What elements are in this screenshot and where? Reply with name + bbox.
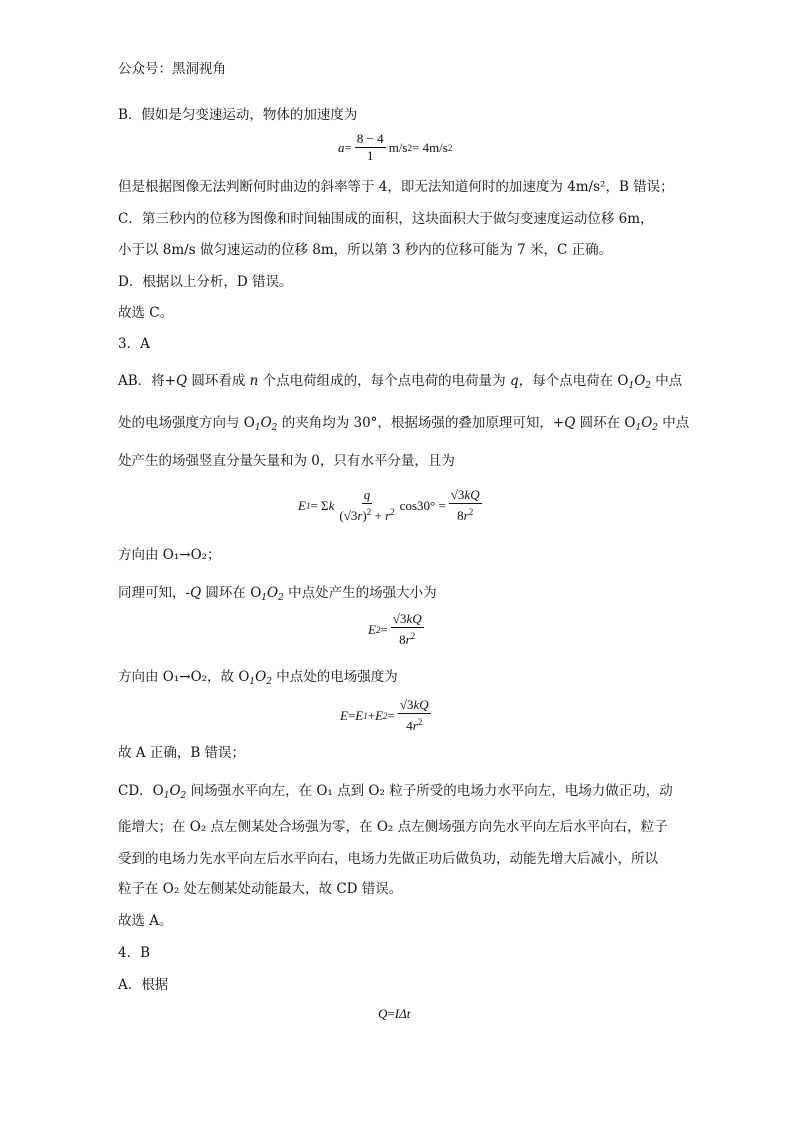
eq-text: m/s xyxy=(388,139,408,155)
text-sub: 2 xyxy=(278,593,284,603)
text-sub: 2 xyxy=(645,381,652,391)
equation-e-total xyxy=(340,698,434,733)
text-run: 中点 xyxy=(651,373,683,389)
text-run: O xyxy=(641,415,653,431)
equation-e1 xyxy=(298,488,485,523)
den-part: r xyxy=(412,718,418,733)
eq-sup: 2 xyxy=(407,142,412,153)
num-part: kQ xyxy=(413,697,429,712)
text-sub: 1 xyxy=(628,381,635,391)
eq-sub: 1 xyxy=(305,500,311,511)
denominator xyxy=(455,504,475,523)
text-line: 受到的电场力先水平向左后水平向右，电场力先做正功后做负功，动能先增大后减小，所以 xyxy=(118,851,658,867)
den-sup: 2 xyxy=(366,507,372,517)
eq-sub: 2 xyxy=(383,710,388,721)
eq-text: = 4m/s xyxy=(411,139,448,155)
text-sub: 1 xyxy=(635,423,642,433)
text-sub: 2 xyxy=(266,677,272,687)
eq-var: E xyxy=(355,707,364,723)
text-run: AB．将+ xyxy=(118,373,176,389)
numerator: q xyxy=(363,487,371,502)
den-part: 8 xyxy=(399,632,406,647)
denominator xyxy=(337,504,396,523)
eq-sub: 1 xyxy=(363,710,368,721)
text-run: O xyxy=(267,585,279,601)
equation-e2 xyxy=(368,612,427,647)
eq-text: = xyxy=(380,621,388,637)
eq-var: E xyxy=(298,497,306,513)
eq-var: I xyxy=(394,1006,400,1021)
numerator xyxy=(398,698,431,714)
denominator xyxy=(397,628,417,647)
numerator xyxy=(449,488,482,504)
text-sub: 1 xyxy=(249,677,256,687)
text-line xyxy=(118,782,673,805)
text-line xyxy=(118,414,689,437)
text-line: 方向由 O₁→O₂； xyxy=(118,547,221,563)
text-run: 同理可知，- xyxy=(118,585,191,601)
den-sup: 2 xyxy=(390,507,395,517)
eq-var: Q xyxy=(378,1006,388,1021)
text-line: A．根据 xyxy=(118,977,169,993)
text-line: B．假如是匀变速运动，物体的加速度为 xyxy=(118,107,358,123)
text-run: CD．O xyxy=(118,783,164,799)
den-part: ) xyxy=(362,508,367,523)
eq-sup: 2 xyxy=(447,142,453,153)
eq-text: cos30° = xyxy=(399,497,446,513)
text-sub: 1 xyxy=(261,593,268,603)
den-sup: 2 xyxy=(410,631,416,641)
text-sub: 2 xyxy=(180,791,187,801)
num-part: √3 xyxy=(450,487,465,502)
text-line: 能增大；在 O₂ 点左侧某处合场强为零，在 O₂ 点左侧场强方向先水平向左后水平向右，粒子 xyxy=(118,819,668,835)
text-line: 3．A xyxy=(118,336,150,352)
eq-text: = xyxy=(344,139,352,155)
numerator xyxy=(391,612,424,628)
text-line: 故 A 正确，B 错误； xyxy=(118,745,246,761)
num-part: √3 xyxy=(399,697,414,712)
text-run: 的夹角均为 30°，根据场强的叠加原理可知，+ xyxy=(277,415,565,431)
text-run: n xyxy=(249,373,259,389)
fraction xyxy=(337,488,396,523)
text-run: 处的电场强度方向与 O xyxy=(118,415,255,431)
eq-var: a xyxy=(338,139,345,155)
equation-acceleration xyxy=(338,132,452,163)
den-sup: 2 xyxy=(417,717,423,727)
text-line: 处产生的场强竖直分量矢量和为 0，只有水平分量，且为 xyxy=(118,453,455,469)
den-part: r xyxy=(463,508,469,523)
equation-charge xyxy=(378,1006,410,1022)
text-run: q xyxy=(509,373,519,389)
eq-text: + xyxy=(367,707,376,723)
num-part: √3 xyxy=(392,611,407,626)
text-line: D．根据以上分析，D 错误。 xyxy=(118,274,293,290)
text-run: 个点电荷组成的，每个点电荷的电荷量为 xyxy=(258,373,510,389)
text-line xyxy=(118,668,398,691)
denominator xyxy=(404,714,424,733)
eq-text: = xyxy=(387,1006,395,1021)
text-line: 粒子在 O₂ 处左侧某处动能最大，故 CD 错误。 xyxy=(118,881,403,897)
text-run: O xyxy=(634,373,646,389)
eq-var: E xyxy=(375,707,384,723)
eq-text: = Σ xyxy=(310,497,329,513)
den-part: (√3 xyxy=(339,508,358,523)
eq-text: = xyxy=(387,707,395,723)
text-line xyxy=(118,584,437,607)
text-run: Q xyxy=(175,373,188,389)
text-line: 4．B xyxy=(118,945,151,961)
text-line: 故选 C。 xyxy=(118,305,174,321)
text-run: 中点 xyxy=(658,415,690,431)
text-line: 但是根据图像无法判断何时曲边的斜率等于 4，即无法知道何时的加速度为 4m/s²，B 错误； xyxy=(118,179,674,195)
text-sub: 2 xyxy=(271,423,278,433)
text-line: 小于以 8m/s 做匀速运动的位移 8m，所以第 3 秒内的位移可能为 7 米，C 正确。 xyxy=(118,242,613,258)
eq-sub: 2 xyxy=(375,624,381,635)
eq-text: = xyxy=(347,707,356,723)
text-run: 方向由 O₁→O₂，故 O xyxy=(118,669,250,685)
text-run: 圆环看成 xyxy=(187,373,250,389)
den-part: 4 xyxy=(406,718,413,733)
page-header: 公众号：黑洞视角 xyxy=(118,61,226,77)
text-line xyxy=(118,372,682,395)
text-run: O xyxy=(260,415,272,431)
den-part: 8 xyxy=(457,508,464,523)
den-part: r xyxy=(385,508,391,523)
text-run: 圆环在 O xyxy=(575,415,636,431)
text-run: O xyxy=(169,783,181,799)
fraction xyxy=(391,612,424,647)
fraction xyxy=(449,488,482,523)
text-line: C．第三秒内的位移为图像和时间轴围成的面积，这块面积大于做匀变速度运动位移 6m， xyxy=(118,211,654,227)
text-line: 故选 A。 xyxy=(118,913,173,929)
numerator: 8 − 4 xyxy=(356,131,384,146)
fraction xyxy=(355,132,386,163)
den-sup: 2 xyxy=(468,507,474,517)
denominator: 1 xyxy=(367,148,374,163)
text-sub: 1 xyxy=(163,791,170,801)
text-sub: 1 xyxy=(254,423,261,433)
text-run: 间场强水平向左，在 O₁ 点到 O₂ 粒子所受的电场力水平向左，电场力做正功，动 xyxy=(186,783,673,799)
text-run: O xyxy=(255,669,267,685)
eq-var: E xyxy=(368,621,376,637)
den-part: r xyxy=(357,508,363,523)
text-run: 中点处的电场强度为 xyxy=(271,669,398,685)
eq-var: Δt xyxy=(399,1006,411,1021)
eq-var: E xyxy=(340,707,348,723)
text-run: ，每个点电荷在 O xyxy=(518,373,629,389)
num-part: kQ xyxy=(406,611,422,626)
text-sub: 2 xyxy=(652,423,659,433)
text-run: 圆环在 O xyxy=(201,585,262,601)
text-run: Q xyxy=(190,585,202,601)
den-part: r xyxy=(405,632,411,647)
num-part: kQ xyxy=(464,487,480,502)
eq-var: k xyxy=(328,497,335,513)
text-run: Q xyxy=(564,415,576,431)
text-run: 中点处产生的场强大小为 xyxy=(283,585,437,601)
fraction xyxy=(398,698,431,733)
den-part: + xyxy=(371,508,386,523)
